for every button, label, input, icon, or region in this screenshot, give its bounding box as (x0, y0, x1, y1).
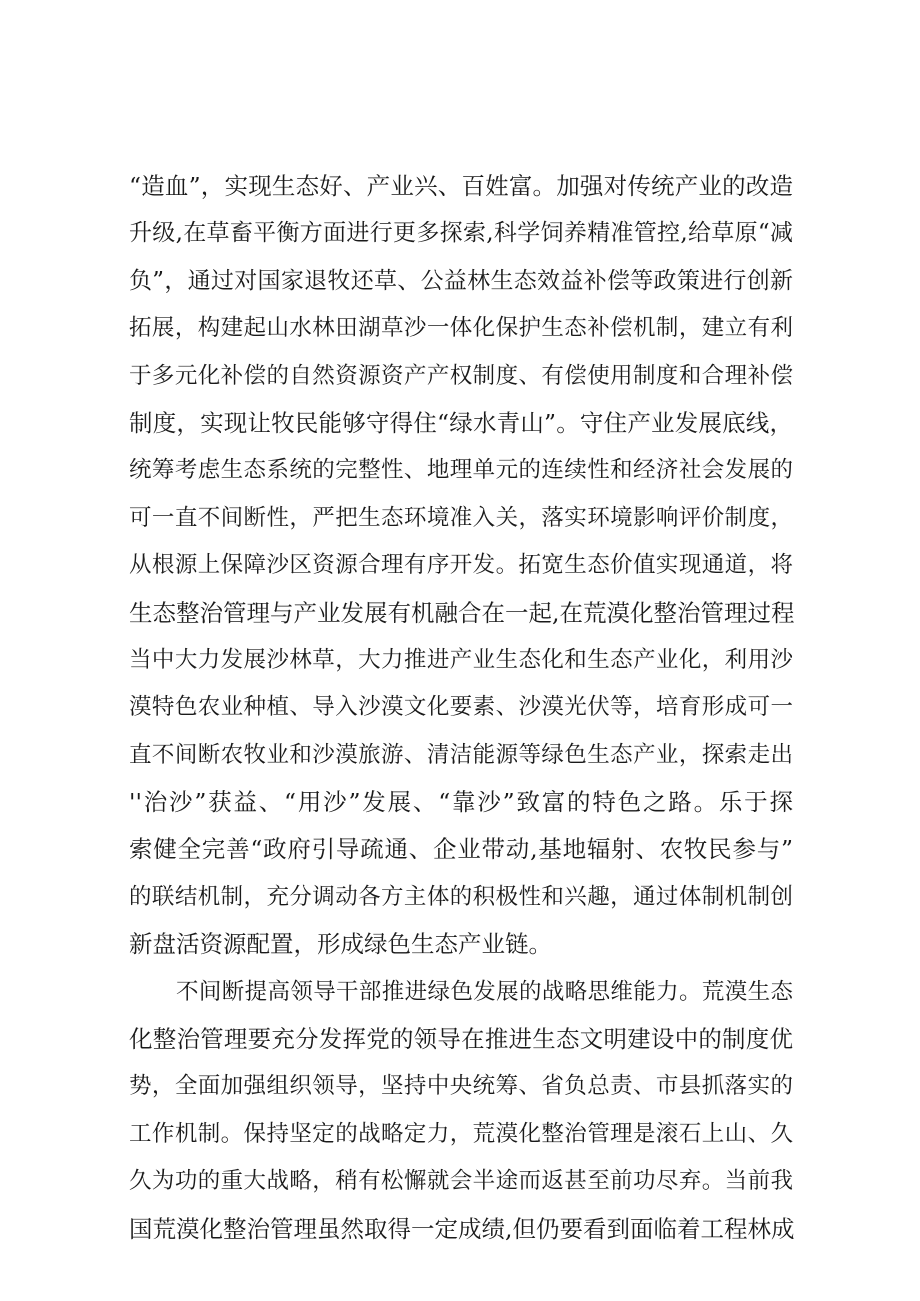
text-line: 国荒漠化整治管理虽然取得一定成绩,但仍要看到面临着工程林成 (129, 1214, 795, 1243)
text-line: 索健全完善“政府引导疏通、企业带动,基地辐射、农牧民参与” (129, 835, 793, 864)
text-line: 工作机制。保持坚定的战略定力，荒漠化整治管理是滚石上山、久 (129, 1120, 793, 1147)
text-line: 新盘活资源配置，形成绿色生态产业链。 (129, 930, 552, 959)
text-line: 不间断提高领导干部推进绿色发展的战略思维能力。荒漠生态 (176, 978, 793, 1005)
paragraph-2 (129, 969, 793, 1253)
text-line: 制度，实现让牧民能够守得住“绿水青山”。守住产业发展底线， (129, 408, 793, 437)
text-line: 从根源上保障沙区资源合理有序开发。拓宽生态价值实现通道，将 (129, 552, 793, 579)
text-line: 当中大力发展沙林草，大力推进产业生态化和生态产业化，利用沙 (129, 646, 793, 673)
paragraph-1 (129, 163, 793, 969)
text-line: 统筹考虑生态系统的完整性、地理单元的连续性和经济社会发展的 (129, 457, 793, 484)
text-line: 升级,在草畜平衡方面进行更多探索,科学饲养精准管控,给草原“减 (129, 220, 793, 247)
text-line: “造血”，实现生态好、产业兴、百姓富。加强对传统产业的改造 (129, 172, 793, 200)
text-line: 直不间断农牧业和沙漠旅游、清洁能源等绿色生态产业，探索走出 (129, 741, 793, 768)
text-line: 拓展，构建起山水林田湖草沙一体化保护生态补偿机制，建立有利 (129, 315, 793, 342)
text-line: 可一直不间断性，严把生态环境准入关，落实环境影响评价制度， (129, 504, 793, 531)
text-line: 化整治管理要充分发挥党的领导在推进生态文明建设中的制度优 (129, 1025, 793, 1054)
text-line: 生态整治管理与产业发展有机融合在一起,在荒漠化整治管理过程 (129, 598, 795, 627)
text-line: 漠特色农业种植、导入沙漠文化要素、沙漠光伏等，培育形成可一 (129, 694, 793, 721)
text-line: 久为功的重大战略，稍有松懈就会半途而返甚至前功尽弃。当前我 (129, 1168, 793, 1195)
text-line: 于多元化补偿的自然资源资产产权制度、有偿使用制度和合理补偿 (129, 362, 793, 389)
text-line: 负”，通过对国家退牧还草、公益林生态效益补偿等政策进行创新 (129, 267, 793, 294)
text-line: ''治沙”获益、“用沙”发展、“靠沙”致富的特色之路。乐于探 (129, 788, 793, 817)
text-line: 的联结机制，充分调动各方主体的积极性和兴趣，通过体制机制创 (129, 883, 793, 910)
document-body (129, 163, 793, 1253)
text-line: 势，全面加强组织领导，坚持中央统筹、省负总责、市县抓落实的 (129, 1073, 793, 1100)
